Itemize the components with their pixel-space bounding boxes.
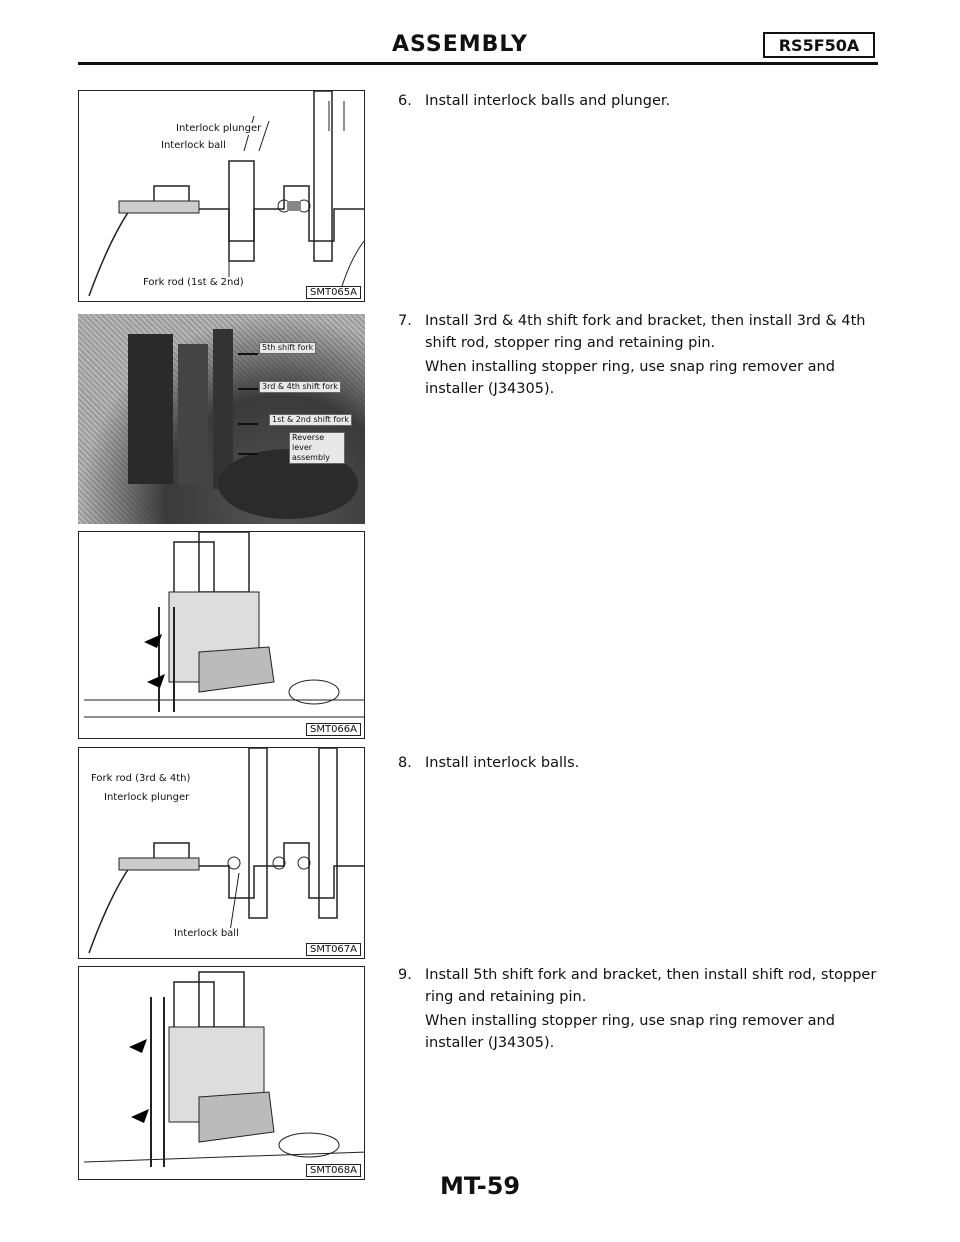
label-interlock-plunger: Interlock plunger	[176, 123, 262, 134]
label-interlock-plunger: Interlock plunger	[104, 792, 190, 803]
step-note: When installing stopper ring, use snap ring remover and installer (J34305).	[425, 1013, 835, 1051]
step-text: Install 5th shift fork and bracket, then install shift rod, stopper ring and retaining pin.	[425, 967, 877, 1005]
step-number: 6.	[398, 93, 412, 109]
header-rule	[78, 62, 878, 65]
label-interlock-ball: Interlock ball	[161, 140, 226, 151]
5th-fork-diagram	[79, 967, 365, 1180]
photo-label-5th: 5th shift fork	[259, 342, 316, 354]
step-number: 7.	[398, 313, 412, 329]
step-text: Install interlock balls and plunger.	[425, 93, 671, 109]
step-text: Install interlock balls.	[425, 755, 580, 771]
photo-label-3rd-4th: 3rd & 4th shift fork	[259, 381, 341, 393]
step-number: 9.	[398, 967, 412, 983]
step-note: When installing stopper ring, use snap ring remover and installer (J34305).	[425, 359, 835, 397]
step-number: 8.	[398, 755, 412, 771]
shift-rod-diagram	[79, 532, 365, 739]
label-interlock-ball: Interlock ball	[174, 928, 239, 939]
figure-5th-shift-fork	[78, 966, 365, 1180]
step-6	[398, 90, 883, 112]
label-fork-rod: Fork rod (1st & 2nd)	[143, 277, 244, 288]
page-title: ASSEMBLY	[392, 32, 528, 57]
step-7	[398, 310, 883, 400]
step-8	[398, 752, 883, 774]
photo-label-reverse: Reverse lever assembly	[289, 432, 345, 464]
photo-label-1st-2nd: 1st & 2nd shift fork	[269, 414, 352, 426]
step-text: Install 3rd & 4th shift fork and bracket, then install 3rd & 4th shift rod, stopper ring and retaining pin.	[425, 313, 866, 351]
figure-code: SMT066A	[306, 723, 361, 736]
figure-photo-shift-forks	[78, 314, 365, 524]
page-number: MT-59	[440, 1172, 521, 1200]
figure-shift-rod-install	[78, 531, 365, 739]
figure-interlock-plunger	[78, 90, 365, 302]
figure-interlock-balls	[78, 747, 365, 959]
figure-code: SMT065A	[306, 286, 361, 299]
model-badge: RS5F50A	[763, 32, 875, 58]
step-9	[398, 964, 883, 1054]
label-fork-rod-3rd-4th: Fork rod (3rd & 4th)	[91, 773, 191, 784]
figure-code: SMT067A	[306, 943, 361, 956]
figure-code: SMT068A	[306, 1164, 361, 1177]
